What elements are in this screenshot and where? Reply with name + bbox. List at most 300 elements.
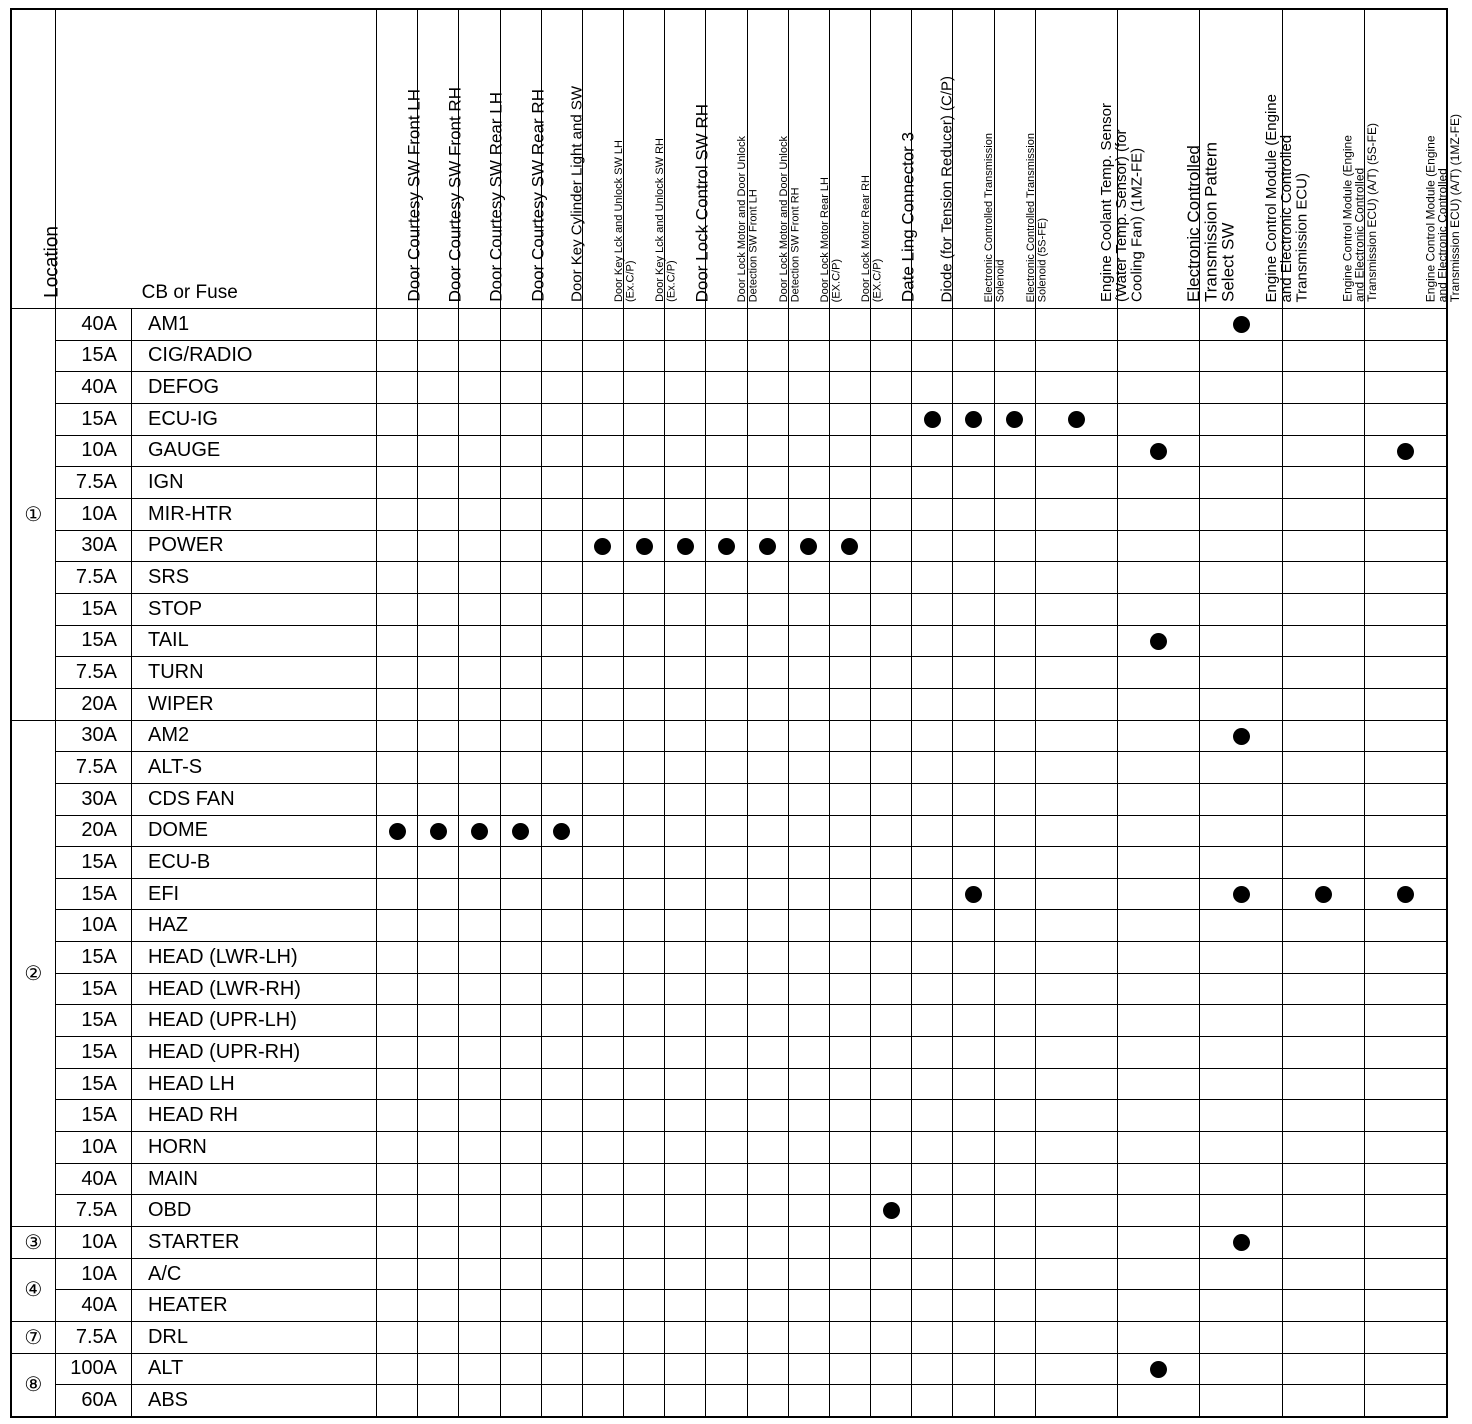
- relation-cell: [459, 372, 500, 404]
- relation-cell: [953, 562, 994, 594]
- relation-cell: [377, 467, 418, 499]
- relation-cell: [1118, 783, 1200, 815]
- relation-cell: [624, 942, 665, 974]
- component-label: Electronic Controlled Transmission Solenoid: [983, 132, 1007, 302]
- connection-dot-icon: [1150, 443, 1167, 460]
- relation-cell: [706, 752, 747, 784]
- relation-cell: [1200, 1258, 1282, 1290]
- fuse-rating: 30A: [55, 720, 131, 752]
- relation-cell: [706, 1227, 747, 1259]
- relation-cell: [994, 1195, 1035, 1227]
- relation-cell: [994, 1353, 1035, 1385]
- fuse-row: [11, 942, 1447, 974]
- relation-cell: [1365, 467, 1447, 499]
- relation-cell: [665, 910, 706, 942]
- relation-cell: [788, 403, 829, 435]
- relation-cell: [459, 910, 500, 942]
- fuse-rating: 7.5A: [55, 752, 131, 784]
- fuse-rating: 10A: [55, 498, 131, 530]
- fuse-name: A/C: [131, 1258, 376, 1290]
- relation-cell: [747, 973, 788, 1005]
- relation-cell: [953, 1037, 994, 1069]
- relation-cell: [1200, 372, 1282, 404]
- fuse-name: IGN: [131, 467, 376, 499]
- relation-cell: [500, 1290, 541, 1322]
- relation-cell: [706, 309, 747, 341]
- relation-cell: [541, 309, 582, 341]
- fuse-rating: 7.5A: [55, 657, 131, 689]
- relation-cell: [1118, 340, 1200, 372]
- relation-cell: [1200, 910, 1282, 942]
- location-marker: ①: [11, 309, 55, 721]
- relation-cell: [788, 1290, 829, 1322]
- relation-cell: [747, 435, 788, 467]
- relation-cell: [500, 403, 541, 435]
- relation-cell: [541, 1100, 582, 1132]
- relation-cell: [1035, 783, 1117, 815]
- relation-cell: [541, 1132, 582, 1164]
- relation-cell: [459, 1322, 500, 1354]
- relation-cell: [541, 1258, 582, 1290]
- fuse-rating: 15A: [55, 1068, 131, 1100]
- component-label: Door Lock Motor Rear RH (EX.C/P): [860, 174, 884, 302]
- relation-cell: [665, 625, 706, 657]
- relation-cell: [747, 878, 788, 910]
- fuse-row: [11, 720, 1447, 752]
- relation-cell: [871, 720, 912, 752]
- relation-cell: [377, 593, 418, 625]
- fuse-rating: 10A: [55, 435, 131, 467]
- relation-cell: [871, 593, 912, 625]
- fuse-row: [11, 1385, 1447, 1417]
- connection-dot-icon: [1315, 886, 1332, 903]
- relation-cell: [418, 625, 459, 657]
- relation-cell: [1200, 309, 1282, 341]
- relation-cell: [1200, 1037, 1282, 1069]
- relation-cell: [582, 1385, 623, 1417]
- relation-cell: [829, 720, 870, 752]
- relation-cell: [747, 1005, 788, 1037]
- relation-cell: [582, 1322, 623, 1354]
- relation-cell: [665, 1068, 706, 1100]
- relation-cell: [500, 783, 541, 815]
- relation-cell: [747, 467, 788, 499]
- fuse-name: MIR-HTR: [131, 498, 376, 530]
- relation-cell: [1035, 1037, 1117, 1069]
- relation-cell: [624, 910, 665, 942]
- relation-cell: [706, 1037, 747, 1069]
- relation-cell: [953, 1227, 994, 1259]
- relation-cell: [747, 1100, 788, 1132]
- relation-cell: [788, 1005, 829, 1037]
- fuse-name: HEAD LH: [131, 1068, 376, 1100]
- fuse-row: [11, 1037, 1447, 1069]
- relation-cell: [1035, 720, 1117, 752]
- relation-cell: [418, 562, 459, 594]
- relation-cell: [624, 467, 665, 499]
- relation-cell: [747, 942, 788, 974]
- fuse-name: HEAD (LWR-RH): [131, 973, 376, 1005]
- component-column-header: [665, 9, 712, 309]
- relation-cell: [788, 815, 829, 847]
- relation-cell: [459, 973, 500, 1005]
- relation-cell: [418, 688, 459, 720]
- relation-cell: [829, 973, 870, 1005]
- relation-cell: [1365, 435, 1447, 467]
- component-column-header: [582, 9, 637, 309]
- relation-cell: [788, 435, 829, 467]
- relation-cell: [459, 657, 500, 689]
- fuse-name: TURN: [131, 657, 376, 689]
- relation-cell: [377, 847, 418, 879]
- relation-cell: [747, 688, 788, 720]
- relation-cell: [1035, 403, 1117, 435]
- relation-cell: [953, 720, 994, 752]
- relation-cell: [1365, 783, 1447, 815]
- relation-cell: [1200, 847, 1282, 879]
- relation-cell: [1282, 467, 1364, 499]
- relation-cell: [541, 973, 582, 1005]
- relation-cell: [953, 752, 994, 784]
- relation-cell: [912, 910, 953, 942]
- relation-cell: [1365, 625, 1447, 657]
- relation-cell: [953, 372, 994, 404]
- relation-cell: [665, 1322, 706, 1354]
- fuse-name: STOP: [131, 593, 376, 625]
- relation-cell: [1118, 815, 1200, 847]
- relation-cell: [788, 878, 829, 910]
- relation-cell: [418, 878, 459, 910]
- component-label: Door Key Cylinder Light and SW: [568, 86, 586, 302]
- relation-cell: [747, 1258, 788, 1290]
- relation-cell: [541, 403, 582, 435]
- relation-cell: [459, 1037, 500, 1069]
- relation-cell: [1035, 498, 1117, 530]
- relation-cell: [1365, 498, 1447, 530]
- relation-cell: [1365, 942, 1447, 974]
- relation-cell: [418, 1068, 459, 1100]
- relation-cell: [624, 1068, 665, 1100]
- relation-cell: [1118, 1258, 1200, 1290]
- relation-cell: [788, 783, 829, 815]
- relation-cell: [994, 625, 1035, 657]
- relation-cell: [377, 1290, 418, 1322]
- relation-cell: [871, 688, 912, 720]
- relation-cell: [747, 1353, 788, 1385]
- relation-cell: [1118, 1100, 1200, 1132]
- relation-cell: [1365, 1258, 1447, 1290]
- relation-cell: [624, 498, 665, 530]
- relation-cell: [788, 1132, 829, 1164]
- relation-cell: [1035, 1385, 1117, 1417]
- relation-cell: [1035, 435, 1117, 467]
- relation-cell: [500, 688, 541, 720]
- relation-cell: [747, 1037, 788, 1069]
- component-column-header: [377, 9, 424, 309]
- relation-cell: [912, 657, 953, 689]
- relation-cell: [788, 1385, 829, 1417]
- relation-cell: [829, 657, 870, 689]
- relation-cell: [624, 1037, 665, 1069]
- relation-cell: [459, 1005, 500, 1037]
- fuse-row: [11, 435, 1447, 467]
- relation-cell: [747, 1385, 788, 1417]
- relation-cell: [912, 435, 953, 467]
- relation-cell: [1200, 973, 1282, 1005]
- fuse-rating: 10A: [55, 1227, 131, 1259]
- relation-cell: [377, 340, 418, 372]
- component-label: Door Lock Motor and Door Unlock Detection SW Front RH: [777, 135, 802, 302]
- relation-cell: [994, 1037, 1035, 1069]
- relation-cell: [747, 657, 788, 689]
- relation-cell: [418, 1163, 459, 1195]
- relation-cell: [582, 1258, 623, 1290]
- relation-cell: [953, 1258, 994, 1290]
- relation-cell: [829, 1290, 870, 1322]
- relation-cell: [377, 752, 418, 784]
- relation-cell: [665, 593, 706, 625]
- relation-cell: [829, 309, 870, 341]
- location-marker: ④: [11, 1258, 55, 1321]
- relation-cell: [1200, 1163, 1282, 1195]
- relation-cell: [994, 1100, 1035, 1132]
- relation-cell: [624, 1132, 665, 1164]
- relation-cell: [541, 847, 582, 879]
- fuse-name: DRL: [131, 1322, 376, 1354]
- connection-dot-icon: [430, 823, 447, 840]
- relation-cell: [1035, 847, 1117, 879]
- relation-cell: [459, 878, 500, 910]
- relation-cell: [829, 1163, 870, 1195]
- relation-cell: [1200, 1100, 1282, 1132]
- location-marker: ②: [11, 720, 55, 1227]
- relation-cell: [994, 878, 1035, 910]
- connection-dot-icon: [800, 538, 817, 555]
- relation-cell: [541, 372, 582, 404]
- relation-cell: [459, 1068, 500, 1100]
- relation-cell: [377, 657, 418, 689]
- relation-cell: [541, 498, 582, 530]
- fuse-row: [11, 1100, 1447, 1132]
- relation-cell: [1118, 1005, 1200, 1037]
- relation-cell: [500, 1037, 541, 1069]
- relation-cell: [1282, 593, 1364, 625]
- relation-cell: [418, 847, 459, 879]
- relation-cell: [912, 1100, 953, 1132]
- relation-cell: [541, 530, 582, 562]
- relation-cell: [418, 340, 459, 372]
- component-label: Door Key Lck and Unlock SW LH (Ex.C/P): [613, 139, 637, 302]
- relation-cell: [912, 593, 953, 625]
- relation-cell: [706, 1258, 747, 1290]
- relation-cell: [994, 1132, 1035, 1164]
- relation-cell: [747, 1068, 788, 1100]
- relation-cell: [1365, 1353, 1447, 1385]
- relation-cell: [1118, 1290, 1200, 1322]
- relation-cell: [953, 467, 994, 499]
- relation-cell: [541, 815, 582, 847]
- fuse-name: ECU-B: [131, 847, 376, 879]
- relation-cell: [788, 1068, 829, 1100]
- relation-cell: [747, 372, 788, 404]
- relation-cell: [582, 625, 623, 657]
- relation-cell: [829, 467, 870, 499]
- relation-cell: [829, 593, 870, 625]
- relation-cell: [500, 942, 541, 974]
- relation-cell: [706, 340, 747, 372]
- relation-cell: [788, 530, 829, 562]
- relation-cell: [624, 403, 665, 435]
- component-label: Diode (for Tension Reducer) (C/P): [938, 75, 956, 302]
- relation-cell: [871, 1258, 912, 1290]
- relation-cell: [1118, 498, 1200, 530]
- relation-cell: [1282, 910, 1364, 942]
- relation-cell: [624, 435, 665, 467]
- relation-cell: [871, 403, 912, 435]
- relation-cell: [706, 593, 747, 625]
- relation-cell: [1282, 403, 1364, 435]
- relation-cell: [706, 1195, 747, 1227]
- relation-cell: [706, 498, 747, 530]
- relation-cell: [706, 910, 747, 942]
- relation-cell: [418, 1005, 459, 1037]
- relation-cell: [994, 372, 1035, 404]
- relation-cell: [912, 530, 953, 562]
- relation-cell: [582, 1132, 623, 1164]
- fuse-row: [11, 1322, 1447, 1354]
- relation-cell: [994, 1005, 1035, 1037]
- relation-cell: [953, 530, 994, 562]
- relation-cell: [871, 1037, 912, 1069]
- relation-cell: [912, 783, 953, 815]
- relation-cell: [1365, 1195, 1447, 1227]
- relation-cell: [912, 1258, 953, 1290]
- relation-cell: [665, 1100, 706, 1132]
- relation-cell: [994, 657, 1035, 689]
- relation-cell: [1365, 688, 1447, 720]
- fuse-name: DOME: [131, 815, 376, 847]
- relation-cell: [377, 1227, 418, 1259]
- relation-cell: [541, 593, 582, 625]
- relation-cell: [953, 1163, 994, 1195]
- relation-cell: [912, 309, 953, 341]
- relation-cell: [706, 657, 747, 689]
- relation-cell: [706, 973, 747, 1005]
- relation-cell: [665, 973, 706, 1005]
- relation-cell: [624, 1290, 665, 1322]
- relation-cell: [994, 815, 1035, 847]
- relation-cell: [1365, 1005, 1447, 1037]
- fuse-name: POWER: [131, 530, 376, 562]
- relation-cell: [829, 530, 870, 562]
- fuse-rating: 15A: [55, 1005, 131, 1037]
- relation-cell: [706, 688, 747, 720]
- relation-cell: [541, 657, 582, 689]
- table-body: [11, 309, 1447, 1418]
- fuse-row: [11, 657, 1447, 689]
- relation-cell: [624, 1227, 665, 1259]
- relation-cell: [829, 910, 870, 942]
- relation-cell: [418, 1195, 459, 1227]
- relation-cell: [788, 562, 829, 594]
- fuse-row: [11, 1227, 1447, 1259]
- relation-cell: [994, 530, 1035, 562]
- component-column-header: [829, 9, 884, 309]
- fuse-row: [11, 1163, 1447, 1195]
- relation-cell: [871, 942, 912, 974]
- relation-cell: [459, 1258, 500, 1290]
- relation-cell: [541, 1005, 582, 1037]
- relation-cell: [953, 1195, 994, 1227]
- relation-cell: [1118, 309, 1200, 341]
- relation-cell: [1282, 1290, 1364, 1322]
- relation-cell: [871, 340, 912, 372]
- relation-cell: [1282, 625, 1364, 657]
- relation-cell: [377, 1353, 418, 1385]
- fuse-name: HEAD (UPR-RH): [131, 1037, 376, 1069]
- relation-cell: [1200, 467, 1282, 499]
- relation-cell: [1200, 783, 1282, 815]
- fuse-row: [11, 1353, 1447, 1385]
- relation-cell: [788, 625, 829, 657]
- relation-cell: [1200, 340, 1282, 372]
- relation-cell: [788, 910, 829, 942]
- relation-cell: [953, 783, 994, 815]
- connection-dot-icon: [1397, 443, 1414, 460]
- relation-cell: [829, 752, 870, 784]
- relation-cell: [994, 720, 1035, 752]
- fuse-name: HEAD RH: [131, 1100, 376, 1132]
- relation-cell: [788, 720, 829, 752]
- fuse-row: [11, 815, 1447, 847]
- relation-cell: [706, 372, 747, 404]
- relation-cell: [706, 435, 747, 467]
- fuse-row: [11, 593, 1447, 625]
- relation-cell: [912, 752, 953, 784]
- relation-cell: [871, 878, 912, 910]
- relation-cell: [582, 815, 623, 847]
- component-column-header: [788, 9, 843, 309]
- relation-cell: [624, 625, 665, 657]
- relation-cell: [871, 372, 912, 404]
- header-row: [11, 9, 1447, 309]
- relation-cell: [582, 435, 623, 467]
- relation-cell: [1035, 1068, 1117, 1100]
- fuse-name: CIG/RADIO: [131, 340, 376, 372]
- relation-cell: [624, 720, 665, 752]
- relation-cell: [500, 435, 541, 467]
- fuse-rating: 15A: [55, 847, 131, 879]
- cb-or-fuse-header: [55, 9, 376, 309]
- relation-cell: [1365, 372, 1447, 404]
- relation-cell: [953, 1005, 994, 1037]
- relation-cell: [747, 1322, 788, 1354]
- fuse-name: STARTER: [131, 1227, 376, 1259]
- relation-cell: [665, 657, 706, 689]
- relation-cell: [788, 498, 829, 530]
- component-label: Door Lock Motor Rear LH (EX.C/P): [819, 176, 843, 302]
- fuse-name: HAZ: [131, 910, 376, 942]
- fuse-name: CDS FAN: [131, 783, 376, 815]
- relation-cell: [665, 1037, 706, 1069]
- relation-cell: [418, 593, 459, 625]
- component-label: Door Courtesy SW Rear RH: [528, 89, 548, 302]
- fuse-rating: 7.5A: [55, 467, 131, 499]
- fuse-rating: 30A: [55, 783, 131, 815]
- relation-cell: [459, 783, 500, 815]
- relation-cell: [1282, 1385, 1364, 1417]
- relation-cell: [582, 783, 623, 815]
